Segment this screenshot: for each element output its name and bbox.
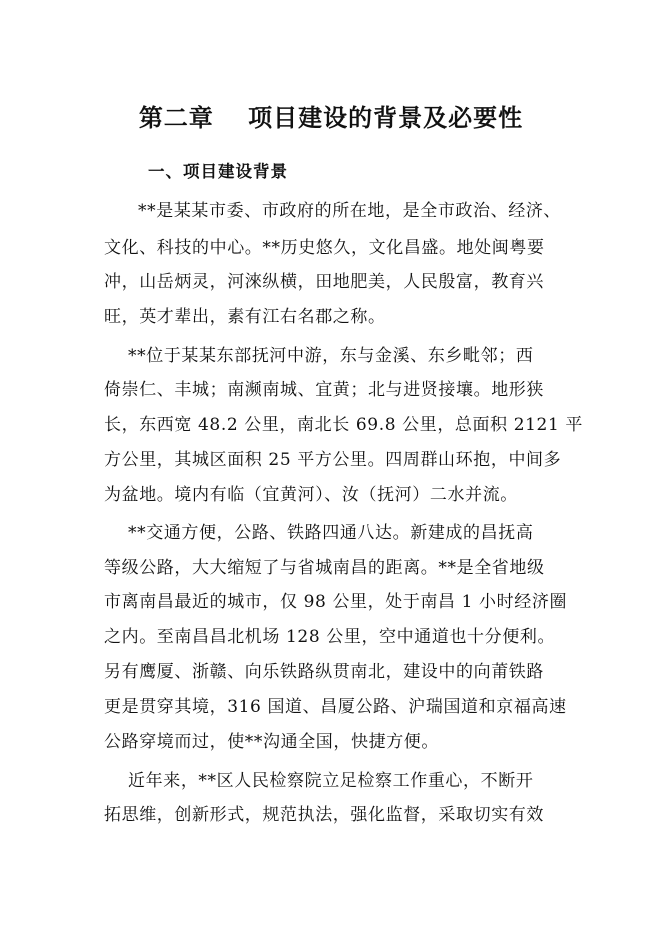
body-line: **交通方便，公路、铁路四通八达。新建成的昌抚高 (104, 523, 534, 543)
body-line: 倚崇仁、丰城；南濒南城、宜黄；北与进贤接壤。地形狭 (104, 380, 544, 400)
chapter-title: 第二章 项目建设的背景及必要性 (138, 103, 524, 132)
body-line: 长，东西宽 48.2 公里，南北长 69.8 公里，总面积 2121 平 (104, 415, 583, 435)
body-line: 之内。至南昌昌北机场 128 公里，空中通道也十分便利。 (104, 627, 556, 647)
body-line: 另有鹰厦、浙赣、向乐铁路纵贯南北，建设中的向莆铁路 (104, 662, 544, 682)
body-line: 方公里，其城区面积 25 平方公里。四周群山环抱，中间多 (104, 450, 562, 470)
body-line: 为盆地。境内有临（宜黄河）、汝（抚河）二水并流。 (104, 485, 518, 505)
body-line: 文化、科技的中心。**历史悠久，文化昌盛。地处闽粤要 (104, 238, 545, 258)
body-line: 等级公路，大大缩短了与省城南昌的距离。**是全省地级 (104, 558, 545, 578)
body-line: 更是贯穿其境，316 国道、昌厦公路、沪瑞国道和京福高速 (104, 697, 567, 717)
section-heading: 一、项目建设背景 (148, 162, 288, 181)
body-line: 旺，英才辈出，素有江右名郡之称。 (104, 307, 386, 327)
body-line: **是某某市委、市政府的所在地，是全市政治、经济、 (114, 201, 562, 221)
body-line: 市离南昌最近的城市，仅 98 公里，处于南昌 1 小时经济圈 (104, 592, 568, 612)
body-line: 公路穿境而过，使**沟通全国，快捷方便。 (104, 732, 439, 752)
body-line: 拓思维，创新形式，规范执法，强化监督，采取切实有效 (104, 805, 544, 825)
body-line: 冲，山岳炳灵，河淶纵横，田地肥美，人民殷富，教育兴 (104, 272, 544, 292)
body-line: 近年来，**区人民检察院立足检察工作重心，不断开 (104, 771, 534, 791)
body-line: **位于某某东部抚河中游，东与金溪、东乡毗邻；西 (104, 346, 534, 366)
